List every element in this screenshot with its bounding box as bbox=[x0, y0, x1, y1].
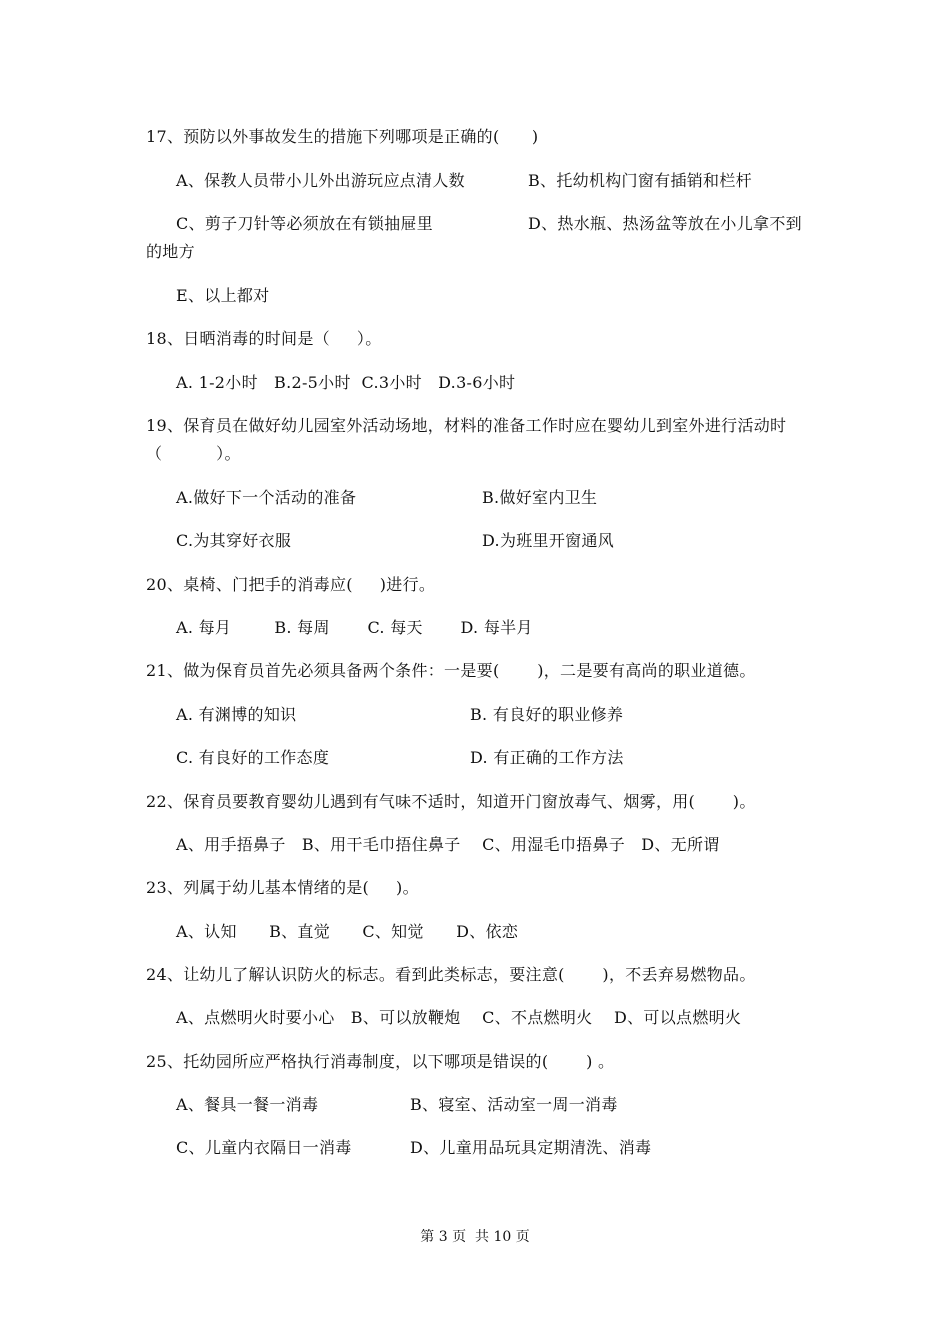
q19-option-a: A.做好下一个活动的准备 bbox=[176, 488, 357, 507]
q19-stem-continued: （ ）。 bbox=[146, 444, 241, 463]
q25-option-b: B、寝室、活动室一周一消毒 bbox=[410, 1095, 618, 1114]
q23-options: A、认知 B、直觉 C、知觉 D、依恋 bbox=[176, 922, 519, 941]
q17-option-d: D、热水瓶、热汤盆等放在小儿拿不到 bbox=[528, 214, 802, 233]
q25-option-c: C、儿童内衣隔日一消毒 bbox=[176, 1138, 352, 1157]
q25-option-a: A、餐具一餐一消毒 bbox=[176, 1095, 319, 1114]
q19-option-b: B.做好室内卫生 bbox=[482, 488, 598, 507]
q18-stem: 18、日晒消毒的时间是（ ）。 bbox=[146, 329, 382, 348]
q25-stem: 25、托幼园所应严格执行消毒制度，以下哪项是错误的( ) 。 bbox=[146, 1052, 615, 1071]
q24-stem: 24、让幼儿了解认识防火的标志。看到此类标志，要注意( )，不丢弃易燃物品。 bbox=[146, 965, 756, 984]
q21-option-a: A. 有渊博的知识 bbox=[176, 705, 297, 724]
q19-option-d: D.为班里开窗通风 bbox=[482, 531, 615, 550]
q19-stem: 19、保育员在做好幼儿园室外活动场地，材料的准备工作时应在婴幼儿到室外进行活动时 bbox=[146, 416, 787, 435]
q17-option-e: E、以上都对 bbox=[176, 286, 270, 305]
q21-option-b: B. 有良好的职业修养 bbox=[470, 705, 624, 724]
q21-option-c: C. 有良好的工作态度 bbox=[176, 748, 330, 767]
q25-option-d: D、儿童用品玩具定期清洗、消毒 bbox=[410, 1138, 652, 1157]
q17-option-c: C、剪子刀针等必须放在有锁抽屉里 bbox=[176, 214, 434, 233]
q17-option-a: A、保教人员带小儿外出游玩应点清人数 bbox=[176, 171, 465, 190]
q17-option-d-continued: 的地方 bbox=[146, 242, 195, 261]
q19-option-c: C.为其穿好衣服 bbox=[176, 531, 292, 550]
q18-options: A. 1-2小时 B.2-5小时 C.3小时 D.3-6小时 bbox=[176, 373, 516, 392]
q21-option-d: D. 有正确的工作方法 bbox=[470, 748, 624, 767]
q24-options: A、点燃明火时要小心 B、可以放鞭炮 C、不点燃明火 D、可以点燃明火 bbox=[176, 1008, 742, 1027]
q23-stem: 23、列属于幼儿基本情绪的是( )。 bbox=[146, 878, 419, 897]
q21-stem: 21、做为保育员首先必须具备两个条件：一是要( )，二是要有高尚的职业道德。 bbox=[146, 661, 756, 680]
q20-stem: 20、桌椅、门把手的消毒应( )进行。 bbox=[146, 575, 436, 594]
q17-option-b: B、托幼机构门窗有插销和栏杆 bbox=[528, 171, 752, 190]
q17-stem: 17、预防以外事故发生的措施下列哪项是正确的( ) bbox=[146, 127, 539, 146]
page-number-footer: 第 3 页 共 10 页 bbox=[420, 1229, 530, 1245]
q20-options: A. 每月 B. 每周 C. 每天 D. 每半月 bbox=[176, 618, 533, 637]
q22-options: A、用手捂鼻子 B、用干毛巾捂住鼻子 C、用湿毛巾捂鼻子 D、无所谓 bbox=[176, 835, 720, 854]
q22-stem: 22、保育员要教育婴幼儿遇到有气味不适时，知道开门窗放毒气、烟雾，用( )。 bbox=[146, 792, 756, 811]
